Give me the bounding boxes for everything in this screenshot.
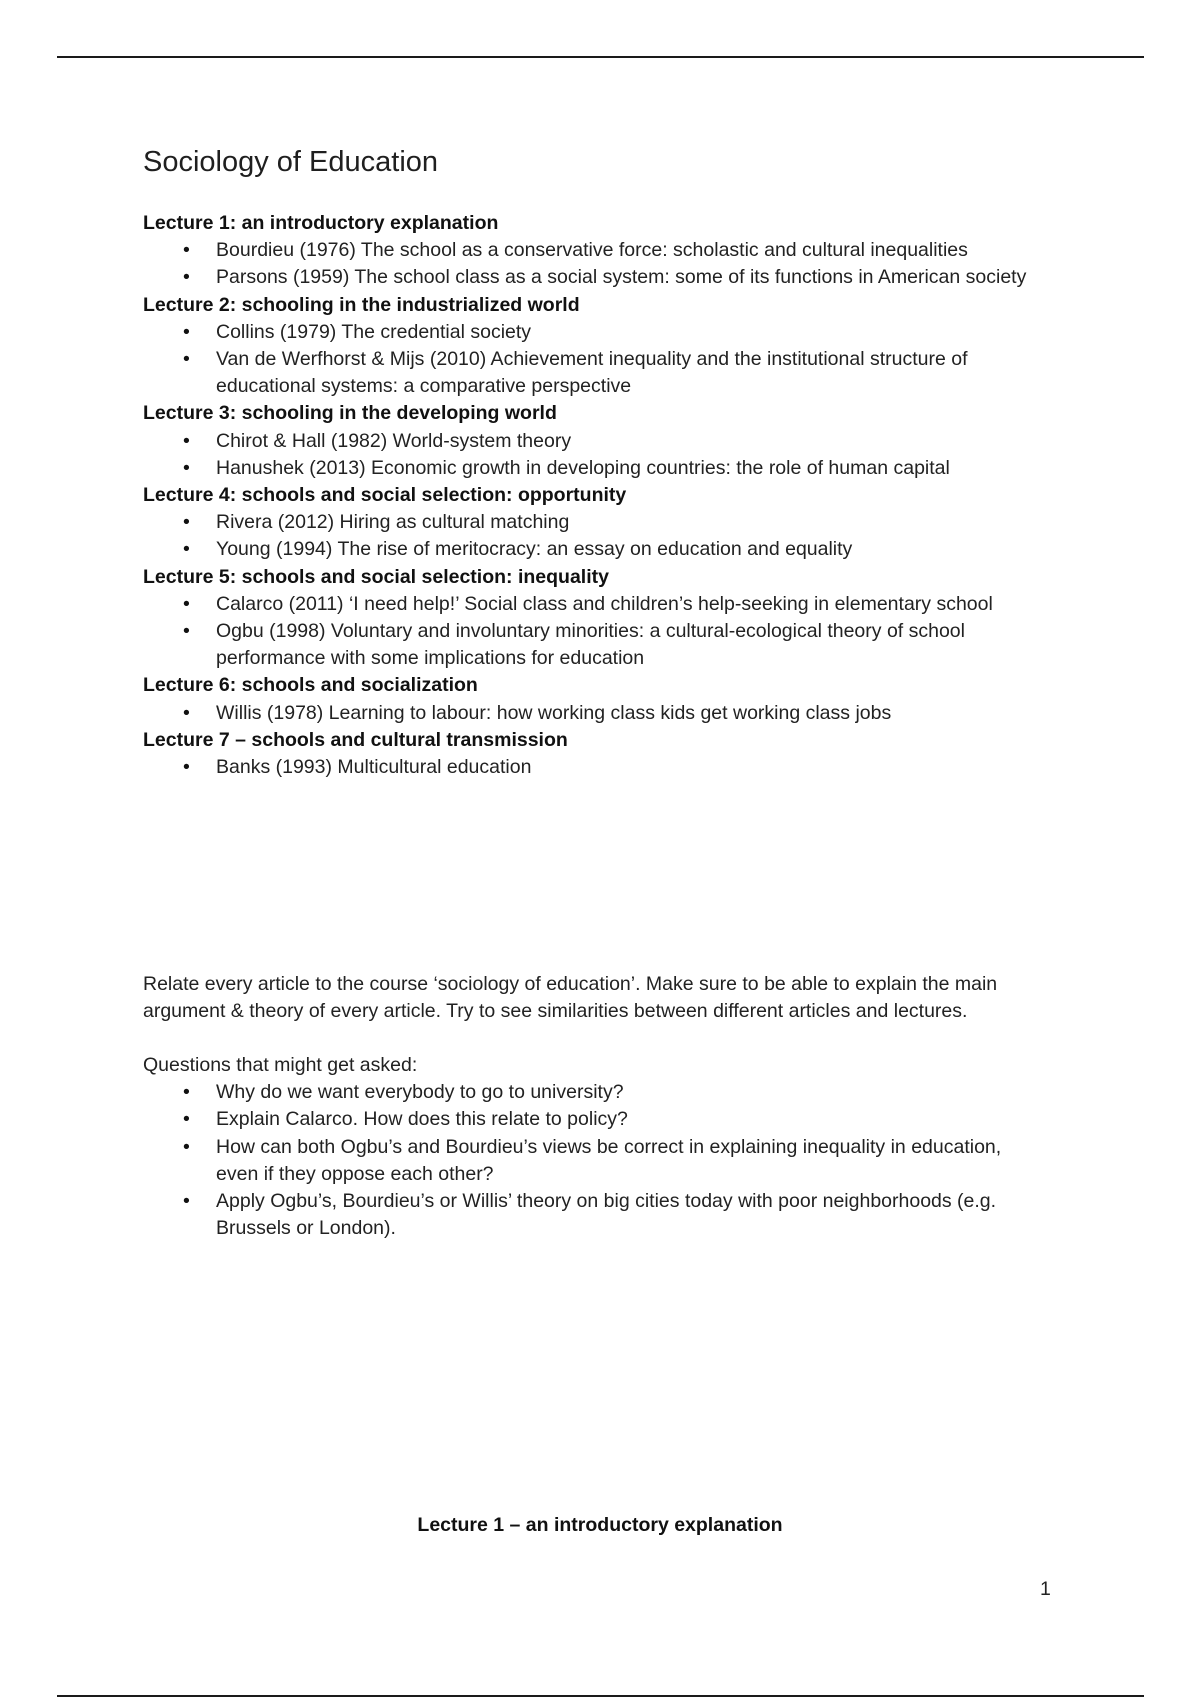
reading-item: • Van de Werfhorst & Mijs (2010) Achievement inequality and the institutional structure of educational systems: a comparative perspective — [143, 346, 1043, 400]
page-title: Sociology of Education — [143, 146, 439, 178]
lecture-1 — [143, 210, 1043, 292]
reading-item: • Calarco (2011) ‘I need help!’ Social class and children’s help-seeking in elementary school — [143, 591, 1043, 618]
lecture-heading: Lecture 7 – schools and cultural transmission — [143, 728, 568, 751]
lecture-heading: Lecture 1: an introductory explanation — [143, 212, 499, 234]
lecture-5 — [143, 564, 1043, 673]
reading-list — [143, 428, 1043, 482]
question-item: • Apply Ogbu’s, Bourdieu’s or Willis’ theory on big cities today with poor neighborhoods (e.g. Brussels or London). — [143, 1188, 1043, 1242]
lecture-list — [143, 210, 1043, 781]
reading-list — [143, 319, 1043, 401]
questions-intro: Questions that might get asked: — [143, 1054, 418, 1076]
reading-list — [143, 591, 1043, 673]
section-heading: Lecture 1 – an introductory explanation — [417, 1514, 783, 1536]
reading-list — [143, 237, 1043, 291]
reading-item: • Chirot & Hall (1982) World-system theory — [143, 428, 1043, 455]
lecture-heading: Lecture 3: schooling in the developing world — [143, 402, 557, 425]
study-instructions: Relate every article to the course ‘sociology of education’. Make sure to be able to explain the main argument & theory of every article. Try to see similarities between different articles and lectures. — [143, 973, 998, 1023]
footer-rule — [57, 1695, 1144, 1697]
lecture-4 — [143, 482, 1043, 564]
lecture-heading: Lecture 4: schools and social selection: opportunity — [143, 484, 627, 507]
reading-item: • Banks (1993) Multicultural education — [143, 754, 1043, 781]
reading-item: • Collins (1979) The credential society — [143, 319, 1043, 346]
question-list — [143, 1079, 1043, 1242]
exam-questions — [143, 1052, 1043, 1242]
lecture-heading: Lecture 5: schools and social selection: inequality — [143, 565, 609, 588]
reading-list — [143, 700, 1043, 727]
lecture-heading: Lecture 2: schooling in the industrialized world — [143, 293, 580, 316]
question-item: • Why do we want everybody to go to university? — [143, 1079, 1043, 1106]
page-number: 1 — [1040, 1578, 1051, 1600]
lecture-3 — [143, 400, 1043, 482]
header-rule — [57, 56, 1144, 58]
reading-list — [143, 754, 1043, 781]
reading-item: • Willis (1978) Learning to labour: how working class kids get working class jobs — [143, 700, 1043, 727]
reading-item: • Rivera (2012) Hiring as cultural matching — [143, 509, 1043, 536]
lecture-6 — [143, 672, 1043, 726]
reading-list — [143, 509, 1043, 563]
reading-item: • Parsons (1959) The school class as a social system: some of its functions in American society — [143, 264, 1043, 291]
lecture-7 — [143, 727, 1043, 781]
lecture-2 — [143, 292, 1043, 401]
lecture-heading: Lecture 6: schools and socialization — [143, 674, 478, 697]
question-item: • Explain Calarco. How does this relate to policy? — [143, 1106, 1043, 1133]
reading-item: • Bourdieu (1976) The school as a conservative force: scholastic and cultural inequalities — [143, 237, 1043, 264]
reading-item: • Hanushek (2013) Economic growth in developing countries: the role of human capital — [143, 455, 1043, 482]
reading-item: • Ogbu (1998) Voluntary and involuntary minorities: a cultural-ecological theory of school performance with some implications for education — [143, 618, 1043, 672]
reading-item: • Young (1994) The rise of meritocracy: an essay on education and equality — [143, 536, 1043, 563]
question-item: • How can both Ogbu’s and Bourdieu’s views be correct in explaining inequality in education, even if they oppose each other? — [143, 1134, 1043, 1188]
